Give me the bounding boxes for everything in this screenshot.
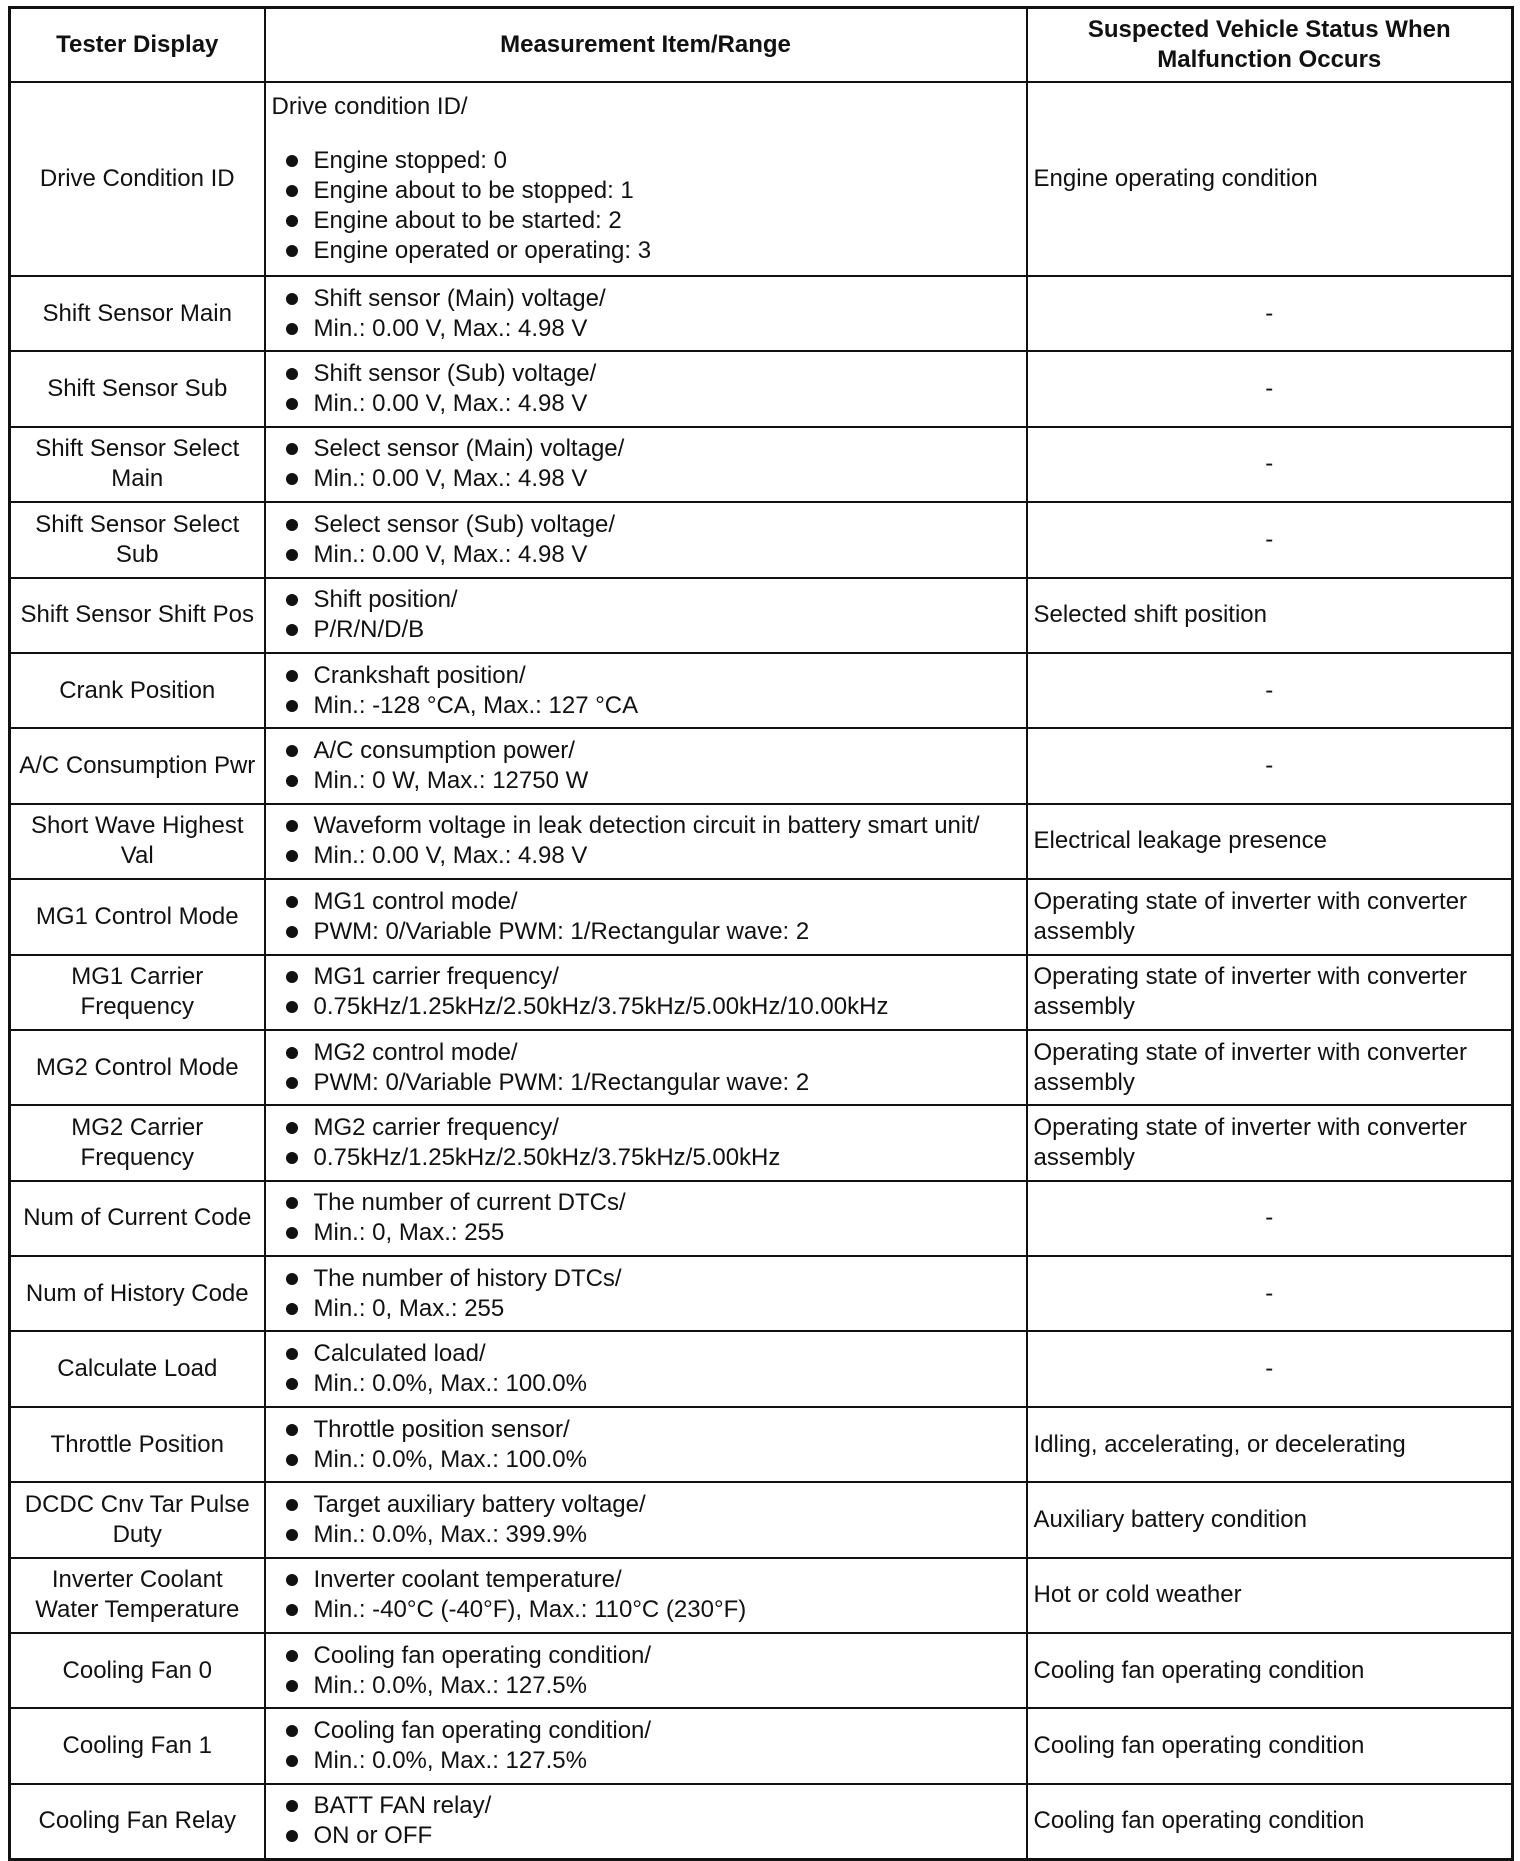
header-measurement-item: Measurement Item/Range [265, 8, 1027, 83]
measurement-bullet: MG1 carrier frequency/ [272, 962, 1020, 992]
tester-display-cell: Shift Sensor Select Sub [10, 502, 265, 577]
suspected-status-cell: Cooling fan operating condition [1027, 1708, 1513, 1783]
tester-display-cell: MG2 Carrier Frequency [10, 1105, 265, 1180]
measurement-bullet: Min.: 0.00 V, Max.: 4.98 V [272, 540, 1020, 570]
measurement-cell [265, 728, 1027, 803]
measurement-bullet-list [272, 510, 1020, 570]
tester-display-cell: A/C Consumption Pwr [10, 728, 265, 803]
measurement-bullet-list [272, 1113, 1020, 1173]
measurement-bullet: Min.: 0.00 V, Max.: 4.98 V [272, 389, 1020, 419]
suspected-status-cell: Electrical leakage presence [1027, 804, 1513, 879]
measurement-bullet-list [272, 284, 1020, 344]
measurement-bullet: Min.: 0 W, Max.: 12750 W [272, 766, 1020, 796]
measurement-bullet-list [272, 1264, 1020, 1324]
table-row [10, 578, 1513, 653]
measurement-bullet-list [272, 1641, 1020, 1701]
measurement-bullet-list [272, 887, 1020, 947]
table-row [10, 1558, 1513, 1633]
tester-display-cell: Shift Sensor Sub [10, 351, 265, 426]
tester-display-cell: Cooling Fan 1 [10, 1708, 265, 1783]
measurement-bullet-list [272, 736, 1020, 796]
measurement-bullet: MG2 control mode/ [272, 1038, 1020, 1068]
table-body [10, 82, 1513, 1859]
measurement-bullet: Min.: 0.0%, Max.: 399.9% [272, 1520, 1020, 1550]
measurement-bullet-list [272, 1415, 1020, 1475]
table-row [10, 1331, 1513, 1406]
table-row [10, 1708, 1513, 1783]
measurement-bullet: A/C consumption power/ [272, 736, 1020, 766]
tester-display-cell: Shift Sensor Main [10, 276, 265, 351]
tester-display-cell: Num of History Code [10, 1256, 265, 1331]
measurement-bullet: The number of history DTCs/ [272, 1264, 1020, 1294]
measurement-cell [265, 1030, 1027, 1105]
data-list-table [8, 6, 1514, 1861]
table-row [10, 1784, 1513, 1859]
measurement-bullet: BATT FAN relay/ [272, 1791, 1020, 1821]
suspected-status-cell: - [1027, 276, 1513, 351]
measurement-bullet-list [272, 811, 1020, 871]
measurement-bullet-list [272, 1716, 1020, 1776]
measurement-bullet: Crankshaft position/ [272, 661, 1020, 691]
tester-display-cell: Shift Sensor Select Main [10, 427, 265, 502]
measurement-bullet: MG2 carrier frequency/ [272, 1113, 1020, 1143]
tester-display-cell: DCDC Cnv Tar Pulse Duty [10, 1482, 265, 1557]
suspected-status-cell: Operating state of inverter with converter assembly [1027, 879, 1513, 954]
table-row [10, 1482, 1513, 1557]
measurement-prefix: Drive condition ID/ [271, 93, 468, 120]
measurement-bullet-list [272, 1038, 1020, 1098]
measurement-cell [265, 502, 1027, 577]
measurement-bullet-list [272, 1339, 1020, 1399]
suspected-status-cell: Operating state of inverter with converter assembly [1027, 955, 1513, 1030]
measurement-cell [265, 351, 1027, 426]
measurement-cell [265, 1708, 1027, 1783]
tester-display-cell: MG1 Control Mode [10, 879, 265, 954]
measurement-bullet: Select sensor (Sub) voltage/ [272, 510, 1020, 540]
tester-display-cell: Cooling Fan Relay [10, 1784, 265, 1859]
table-row [10, 728, 1513, 803]
measurement-cell [265, 1105, 1027, 1180]
suspected-status-cell: Hot or cold weather [1027, 1558, 1513, 1633]
suspected-status-cell: - [1027, 427, 1513, 502]
table-row [10, 427, 1513, 502]
tester-display-cell: Crank Position [10, 653, 265, 728]
measurement-bullet: Min.: 0, Max.: 255 [272, 1218, 1020, 1248]
measurement-bullet: Min.: 0.00 V, Max.: 4.98 V [272, 314, 1020, 344]
measurement-bullet: Throttle position sensor/ [272, 1415, 1020, 1445]
measurement-bullet: MG1 control mode/ [272, 887, 1020, 917]
measurement-bullet-list [272, 1490, 1020, 1550]
measurement-bullet: Min.: 0.00 V, Max.: 4.98 V [272, 464, 1020, 494]
suspected-status-cell: Idling, accelerating, or decelerating [1027, 1407, 1513, 1482]
suspected-status-cell: Cooling fan operating condition [1027, 1784, 1513, 1859]
measurement-cell [265, 1331, 1027, 1406]
measurement-bullet: Target auxiliary battery voltage/ [272, 1490, 1020, 1520]
measurement-bullet: PWM: 0/Variable PWM: 1/Rectangular wave: 2 [272, 917, 1020, 947]
measurement-bullet-list [272, 359, 1020, 419]
table-row [10, 502, 1513, 577]
measurement-bullet: Min.: -128 °CA, Max.: 127 °CA [272, 691, 1020, 721]
table-row [10, 1181, 1513, 1256]
measurement-cell [265, 1784, 1027, 1859]
measurement-cell [265, 955, 1027, 1030]
table-row [10, 653, 1513, 728]
suspected-status-cell: Operating state of inverter with converter assembly [1027, 1030, 1513, 1105]
suspected-status-cell: Selected shift position [1027, 578, 1513, 653]
measurement-bullet: PWM: 0/Variable PWM: 1/Rectangular wave: 2 [272, 1068, 1020, 1098]
table-row [10, 276, 1513, 351]
suspected-status-cell: Engine operating condition [1027, 82, 1513, 276]
table-row [10, 879, 1513, 954]
suspected-status-cell: - [1027, 351, 1513, 426]
measurement-cell [265, 1558, 1027, 1633]
measurement-bullet: Waveform voltage in leak detection circuit in battery smart unit/ [272, 811, 1020, 841]
measurement-bullet-list [272, 661, 1020, 721]
suspected-status-cell: - [1027, 502, 1513, 577]
measurement-bullet-list [272, 146, 1020, 266]
measurement-bullet: Min.: -40°C (-40°F), Max.: 110°C (230°F) [272, 1595, 1020, 1625]
measurement-bullet: 0.75kHz/1.25kHz/2.50kHz/3.75kHz/5.00kHz [272, 1143, 1020, 1173]
measurement-bullet: ON or OFF [272, 1821, 1020, 1851]
tester-display-cell: Cooling Fan 0 [10, 1633, 265, 1708]
measurement-bullet: Engine about to be started: 2 [272, 206, 1020, 236]
measurement-cell [265, 276, 1027, 351]
tester-display-cell: Inverter Coolant Water Temperature [10, 1558, 265, 1633]
suspected-status-cell: - [1027, 1331, 1513, 1406]
measurement-cell [265, 879, 1027, 954]
suspected-status-cell: Cooling fan operating condition [1027, 1633, 1513, 1708]
measurement-bullet: Min.: 0.0%, Max.: 100.0% [272, 1369, 1020, 1399]
measurement-bullet: Min.: 0.0%, Max.: 127.5% [272, 1746, 1020, 1776]
measurement-bullet: Cooling fan operating condition/ [272, 1641, 1020, 1671]
measurement-bullet-list [272, 585, 1020, 645]
table-row [10, 1105, 1513, 1180]
measurement-bullet: Inverter coolant temperature/ [272, 1565, 1020, 1595]
measurement-bullet: Min.: 0, Max.: 255 [272, 1294, 1020, 1324]
table-row [10, 1407, 1513, 1482]
measurement-bullet: Engine operated or operating: 3 [272, 236, 1020, 266]
measurement-bullet: The number of current DTCs/ [272, 1188, 1020, 1218]
measurement-cell [265, 804, 1027, 879]
measurement-bullet: Shift sensor (Sub) voltage/ [272, 359, 1020, 389]
measurement-bullet-list [272, 1565, 1020, 1625]
suspected-status-cell: Auxiliary battery condition [1027, 1482, 1513, 1557]
tester-display-cell: Calculate Load [10, 1331, 265, 1406]
header-row [10, 8, 1513, 83]
tester-display-cell: MG1 Carrier Frequency [10, 955, 265, 1030]
measurement-bullet: Min.: 0.0%, Max.: 100.0% [272, 1445, 1020, 1475]
tester-display-cell: Shift Sensor Shift Pos [10, 578, 265, 653]
measurement-cell [265, 1181, 1027, 1256]
measurement-bullet-list [272, 434, 1020, 494]
measurement-bullet: Calculated load/ [272, 1339, 1020, 1369]
measurement-bullet: P/R/N/D/B [272, 615, 1020, 645]
data-list-table-frame [8, 6, 1511, 1861]
measurement-cell [265, 427, 1027, 502]
header-tester-display: Tester Display [10, 8, 265, 83]
measurement-bullet: Engine about to be stopped: 1 [272, 176, 1020, 206]
tester-display-cell: Short Wave Highest Val [10, 804, 265, 879]
measurement-cell [265, 1633, 1027, 1708]
suspected-status-cell: - [1027, 1181, 1513, 1256]
tester-display-cell: Throttle Position [10, 1407, 265, 1482]
suspected-status-cell: - [1027, 1256, 1513, 1331]
measurement-bullet-list [272, 1791, 1020, 1851]
measurement-bullet: Shift sensor (Main) voltage/ [272, 284, 1020, 314]
table-row [10, 955, 1513, 1030]
measurement-cell [265, 1407, 1027, 1482]
measurement-cell [265, 653, 1027, 728]
tester-display-cell: MG2 Control Mode [10, 1030, 265, 1105]
measurement-bullet-list [272, 1188, 1020, 1248]
measurement-bullet: Cooling fan operating condition/ [272, 1716, 1020, 1746]
measurement-bullet: Min.: 0.00 V, Max.: 4.98 V [272, 841, 1020, 871]
measurement-bullet: Engine stopped: 0 [272, 146, 1020, 176]
measurement-cell [265, 1482, 1027, 1557]
table-row [10, 82, 1513, 276]
header-suspected-status: Suspected Vehicle Status When Malfunction Occurs [1027, 8, 1513, 83]
measurement-bullet: Min.: 0.0%, Max.: 127.5% [272, 1671, 1020, 1701]
measurement-bullet: Shift position/ [272, 585, 1020, 615]
suspected-status-cell: Operating state of inverter with converter assembly [1027, 1105, 1513, 1180]
measurement-bullet-list [272, 962, 1020, 1022]
tester-display-cell: Drive Condition ID [10, 82, 265, 276]
table-row [10, 1256, 1513, 1331]
suspected-status-cell: - [1027, 728, 1513, 803]
measurement-bullet: 0.75kHz/1.25kHz/2.50kHz/3.75kHz/5.00kHz/10.00kHz [272, 992, 1020, 1022]
measurement-cell [265, 82, 1027, 276]
table-row [10, 1633, 1513, 1708]
table-row [10, 351, 1513, 426]
table-row [10, 1030, 1513, 1105]
table-row [10, 804, 1513, 879]
tester-display-cell: Num of Current Code [10, 1181, 265, 1256]
suspected-status-cell: - [1027, 653, 1513, 728]
measurement-cell [265, 1256, 1027, 1331]
measurement-bullet: Select sensor (Main) voltage/ [272, 434, 1020, 464]
measurement-cell [265, 578, 1027, 653]
